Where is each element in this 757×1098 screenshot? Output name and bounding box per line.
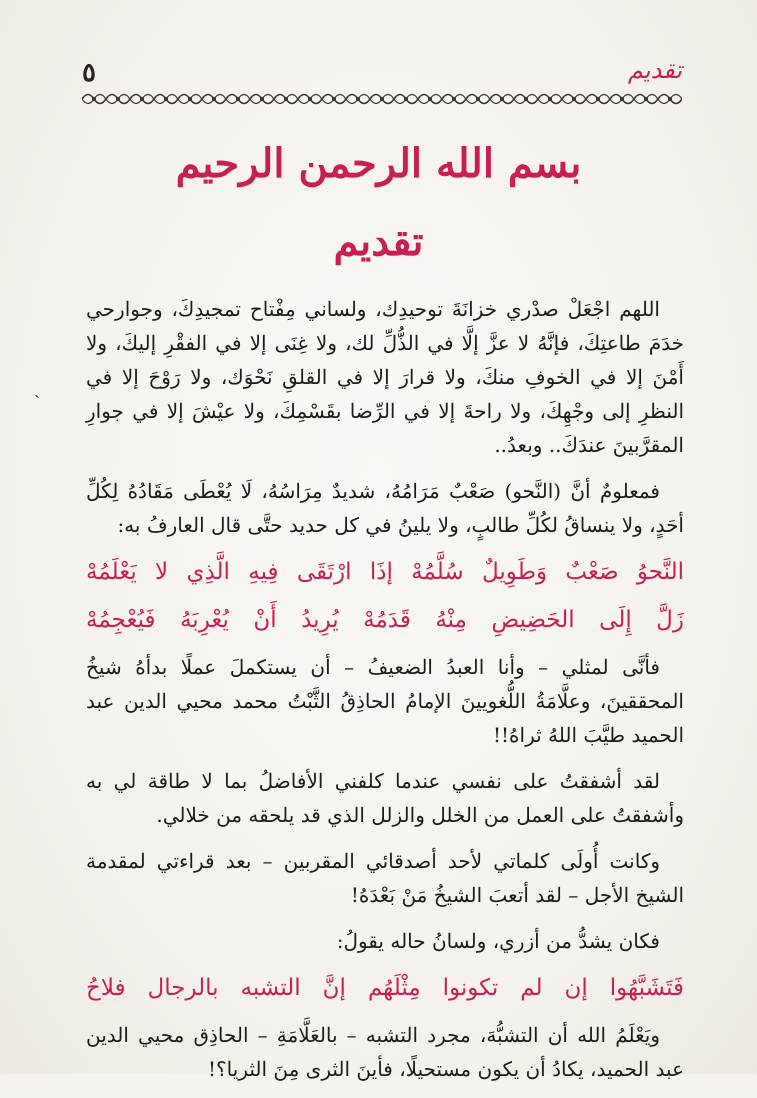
- page-header: [82, 50, 682, 110]
- paragraph-first-words: وكانت أُولَى كلماتي لأحد أصدقائي المقربين – بعد قراءتي لمقدمة الشيخ الأجل – لقد أتعبَ الشيخُ مَنْ بَعْدَهُ!: [86, 849, 684, 907]
- paragraph-prayer: اللهم اجْعَلْ صدْري خزانَةَ توحيدِك، ولساني مِفْتاح تمجيدِكَ، وجوارحي خدَمَ طاعتِكَ، فإنَّهُ لا عزَّ إلَّا في الذُّلِّ لك، ولا غِنَى إلا في الفقْرِ إليكَ، ولا أَمْنَ إلا في الخوفِ منكَ، ولا قرارَ إلا في القلقِ نَحْوَك، ولا رَوْحَ إلا في النظرِ إلى وجْهِكَ، ولا راحةَ إلا في الرِّضا بقَسْمِكَ، ولا عيْشَ إلا في جوارِ المقرَّبينَ عندَكَ.. وبعدُ..: [86, 297, 684, 457]
- running-head: تقديم: [627, 56, 682, 84]
- paragraph-closing: ويَعْلَمُ الله أن التشبُّهَ، مجرد التشبه – بالعَلَّامَةِ – الحاذِق محيي الدين عبد الحميد، يكادُ أن يكون مستحيلًا، فأينَ الثرى مِنَ الثريا؟!: [86, 1023, 684, 1081]
- paragraph-grammar-difficulty: فمعلومٌ أنَّ (النَّحو) صَعْبٌ مَرَامُهُ، شديدٌ مِرَاسُهُ، لَا يُعْطَى مَقَادُهُ لِكُلِّ أحَدٍ، ولا ينساقُ لكُلِّ طالبٍ، ولا يلينُ في كل حديد حتَّى قال العارفُ به:: [86, 479, 684, 537]
- verse-line-1: النَّحوُ صَعْبٌ وَطَوِيلٌ سُلَّمُهْ إذَا ارْتَقَى فِيهِ الَّذِي لا يَعْلَمُهْ: [86, 559, 684, 585]
- paragraph-concern: لقد أشفقتُ على نفسي عندما كلفني الأفاضلُ بما لا طاقة لي به وأشفقتُ على العمل من الخلل والزلل الذي قد يلحقه من خلالي.: [86, 769, 684, 827]
- paragraph-humility: فأنَّى لمثلي – وأنا العبدُ الضعيفُ – أن يستكملَ عملًا بدأهُ شيخُ المحققينَ، وعلَّامَةُ اللُّغويينَ الإمامُ الحاذِقُ الثَّبْتُ محمد محيي الدين عبد الحميد طيَّبَ اللهُ ثراهُ!!: [86, 655, 684, 747]
- decorative-border-ornament: [82, 88, 682, 110]
- basmala-heading: بسم الله الرحمن الرحيم: [175, 140, 582, 187]
- verse-imitation: فَتَشَبَّهُوا إن لم تكونوا مِثْلَهُم إنَّ التشبه بالرجال فلاحُ: [86, 975, 684, 1001]
- body-text: [86, 292, 684, 1098]
- margin-mark: ˏ: [34, 378, 40, 399]
- section-title: تقديم: [333, 218, 424, 265]
- verse-line-2: زَلَّ إِلَى الحَضِيضِ مِنْهُ قَدَمُهْ يُرِيدُ أَنْ يُعْرِبَهُ فَيُعْجِمُهْ: [86, 607, 684, 633]
- paragraph-support: فكان يشدُّ من أزري، ولسانُ حاله يقولُ:: [336, 929, 660, 953]
- page-number: ٥: [82, 58, 96, 88]
